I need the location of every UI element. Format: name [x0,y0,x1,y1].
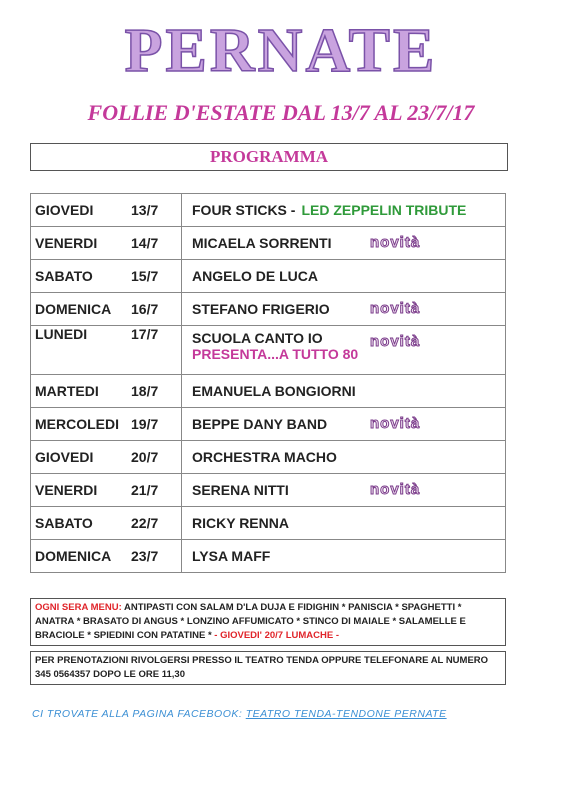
schedule-row [31,194,506,227]
novita-badge: novità [370,333,421,350]
day-cell [31,326,182,375]
act-name: ANGELO DE LUCA [192,268,318,284]
act-cell [182,326,506,375]
day-name: GIOVEDI [35,202,94,218]
day-name: DOMENICA [35,548,112,564]
contact-box [30,651,506,685]
day-name: MARTEDI [35,383,99,399]
act-name: FOUR STICKS - [192,202,296,218]
schedule-row [31,408,506,441]
act-name: BEPPE DANY BAND [192,416,328,432]
act-extra: PRESENTA...A TUTTO 80 [192,346,359,362]
page-title: PERNATE [124,17,438,85]
day-cell [31,194,182,227]
schedule-table [30,193,506,573]
day-date: 14/7 [131,235,159,251]
act-name: EMANUELA BONGIORNI [192,383,356,399]
day-name: SABATO [35,515,93,531]
act-name: ORCHESTRA MACHO [192,449,337,465]
menu-lead: OGNI SERA MENU: [35,602,122,613]
day-cell [31,260,182,293]
act-name: STEFANO FRIGERIO [192,301,330,317]
schedule-row [31,474,506,507]
schedule-row [31,227,506,260]
act-name: SCUOLA CANTO IO [192,330,323,346]
day-date: 20/7 [131,449,159,465]
novita-badge: novità [370,481,421,498]
day-name: VENERDI [35,482,98,498]
day-name: LUNEDI [35,326,88,342]
day-cell [31,441,182,474]
schedule-row [31,540,506,573]
day-name: GIOVEDI [35,449,94,465]
day-name: SABATO [35,268,93,284]
novita-badge: novità [370,300,421,317]
act-cell [182,194,506,227]
schedule-row [31,441,506,474]
act-cell [182,375,506,408]
novita-badge: novità [370,234,421,251]
facebook-page-link[interactable]: TEATRO TENDA-TENDONE PERNATE [245,708,447,720]
day-date: 13/7 [131,202,159,218]
day-date: 17/7 [131,326,159,342]
schedule-row [31,375,506,408]
day-cell [31,540,182,573]
day-name: MERCOLEDI [35,416,119,432]
program-heading: PROGRAMMA [30,143,508,171]
schedule-row [31,293,506,326]
schedule-row [31,507,506,540]
act-cell [182,540,506,573]
act-name: SERENA NITTI [192,482,289,498]
act-cell [182,441,506,474]
day-cell [31,227,182,260]
menu-box [30,598,506,646]
day-cell [31,293,182,326]
day-date: 15/7 [131,268,159,284]
act-name: MICAELA SORRENTI [192,235,332,251]
day-date: 22/7 [131,515,159,531]
day-date: 23/7 [131,548,159,564]
schedule-row [31,326,506,375]
act-cell [182,293,506,326]
menu-special: - GIOVEDI' 20/7 LUMACHE - [214,630,340,641]
act-cell [182,474,506,507]
day-cell [31,474,182,507]
act-extra: LED ZEPPELIN TRIBUTE [301,202,467,218]
day-name: DOMENICA [35,301,112,317]
day-date: 19/7 [131,416,159,432]
act-name: LYSA MAFF [192,548,271,564]
act-cell [182,507,506,540]
act-cell [182,408,506,441]
act-cell [182,227,506,260]
day-cell [31,375,182,408]
act-cell [182,260,506,293]
novita-badge: novità [370,415,421,432]
act-name: RICKY RENNA [192,515,289,531]
day-date: 21/7 [131,482,159,498]
menu-items: ANTIPASTI CON SALAM D'LA DUJA E FIDIGHIN * PANISCIA * SPAGHETTI * ANATRA * BRASATO DI ANGUS * LONZINO AFFUMICATO * STINCO DI MAIALE * SALAMELLE E BRACIOLE * SPIEDINI CON PATATINE * [35,602,466,641]
day-cell [31,408,182,441]
contact-line-1: PER PRENOTAZIONI RIVOLGERSI PRESSO IL TEATRO TENDA OPPURE TELEFONARE AL NUMERO [35,655,489,666]
day-cell [31,507,182,540]
contact-line-2: 345 0564357 DOPO LE ORE 11,30 [35,669,185,680]
facebook-prefix: CI TROVATE ALLA PAGINA FACEBOOK: [32,708,243,720]
event-subtitle: FOLLIE D'ESTATE DAL 13/7 AL 23/7/17 [87,100,475,125]
facebook-note [32,708,502,720]
schedule-row [31,260,506,293]
day-date: 18/7 [131,383,159,399]
day-name: VENERDI [35,235,98,251]
day-date: 16/7 [131,301,159,317]
